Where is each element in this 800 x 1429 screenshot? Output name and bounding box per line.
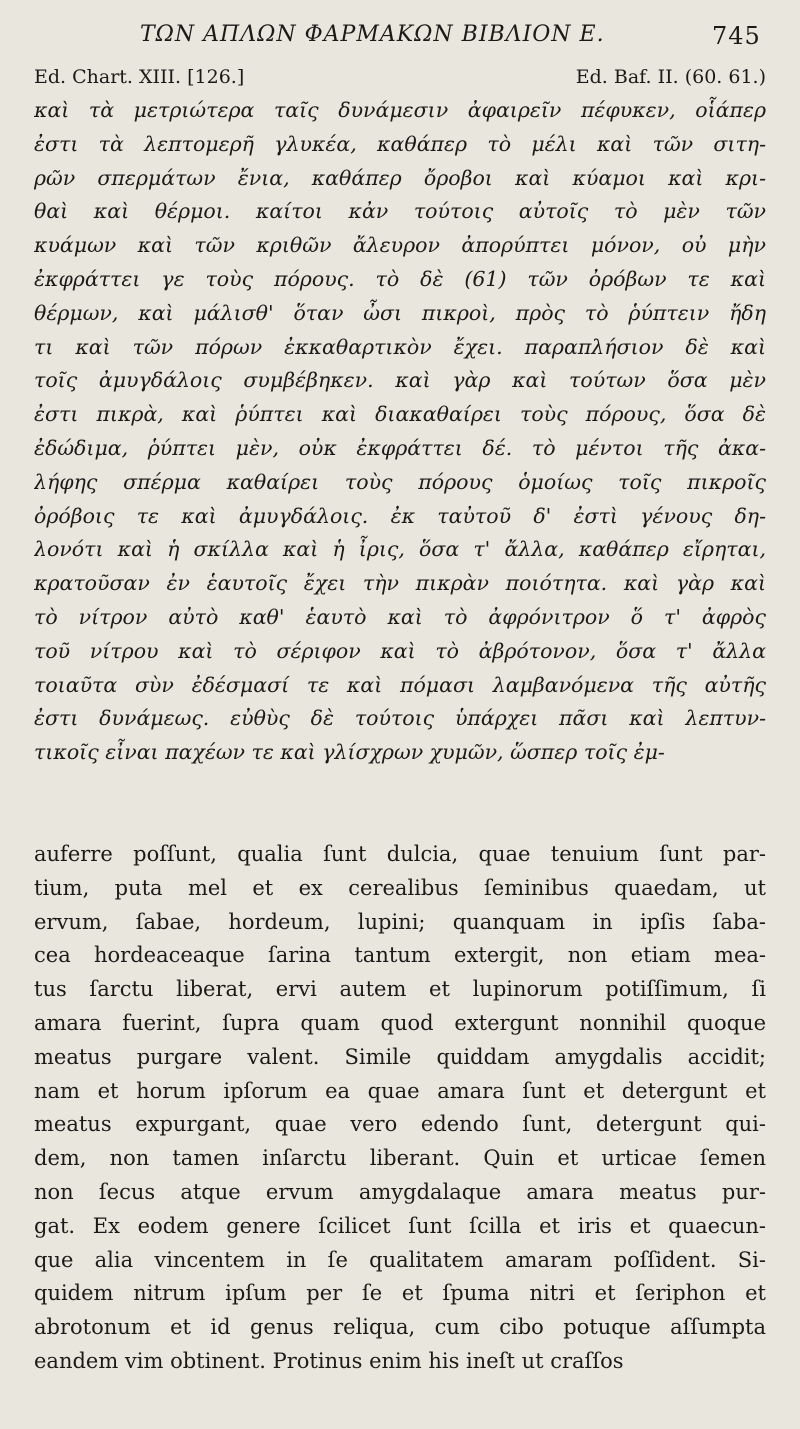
greek-text-line: ὀρόβοις τε καὶ ἀμυγδάλοις. ἐκ ταὐτοῦ δ' ἐστὶ γένους δη- [34, 503, 766, 528]
greek-text-line: ἐδώδιμα, ῥύπτει μὲν, οὐκ ἐκφράττει δέ. τὸ μέντοι τῆς ἀκα- [34, 435, 766, 460]
latin-text-line: dem, non tamen inſarctu liberant. Quin et urticae ſemen [34, 1146, 766, 1171]
edition-left-reference: Ed. Chart. XIII. [126.] [34, 66, 245, 88]
page-number: 745 [712, 22, 761, 50]
greek-text-line: κρατοῦσαν ἐν ἑαυτοῖς ἔχει τὴν πικρὰν ποιότητα. καὶ γὰρ καὶ [34, 571, 766, 596]
latin-text-line: amara fuerint, ſupra quam quod extergunt nonnihil quoque [34, 1010, 766, 1035]
latin-text-line: ervum, ſabae, hordeum, lupini; quanquam in ipſis ſaba- [34, 909, 766, 934]
greek-text-line: θαὶ καὶ θέρμοι. καίτοι κἀν τούτοις αὐτοῖς τὸ μὲν τῶν [34, 199, 766, 224]
latin-text-line: que alia vincentem in ſe qualitatem amaram poſſident. Si- [34, 1247, 766, 1272]
latin-text-line: gat. Ex eodem genere ſcilicet ſunt ſcilla et iris et quaecun- [34, 1213, 766, 1238]
greek-text-line: τοῦ νίτρου καὶ τὸ σέριφον καὶ τὸ ἀβρότονον, ὅσα τ' ἄλλα [34, 638, 766, 663]
edition-right-reference: Ed. Baf. II. (60. 61.) [575, 66, 766, 88]
latin-text-line: auferre poſſunt, qualia ſunt dulcia, quae tenuium ſunt par- [34, 842, 766, 866]
greek-text-line: τὸ νίτρον αὐτὸ καθ' ἑαυτὸ καὶ τὸ ἀφρόνιτρον ὅ τ' ἀφρὸς [34, 604, 766, 629]
latin-text-line: eandem vim obtinent. Protinus enim his ineſt ut craſſos [34, 1348, 624, 1373]
latin-text-line: cea hordeaceaque ſarina tantum extergit, non etiam mea- [34, 943, 766, 968]
latin-text-line: quidem nitrum ipſum per ſe et ſpuma nitri et ſeriphon et [34, 1281, 766, 1306]
greek-text-line: τοιαῦτα σὺν ἐδέσμασί τε καὶ πόμασι λαμβανόμενα τῆς αὐτῆς [34, 672, 766, 697]
running-title: ΤΩΝ ΑΠΛΩΝ ΦΑΡΜΑΚΩΝ ΒΙΒΛΙΟΝ Ε. [140, 22, 605, 47]
latin-text-block [34, 838, 766, 1379]
greek-text-line: καὶ τὰ μετριώτερα ταῖς δυνάμεσιν ἀφαιρεῖν πέφυκεν, οἷάπερ [34, 98, 766, 122]
latin-text-line: nam et horum ipſorum ea quae amara ſunt et detergunt et [34, 1078, 766, 1103]
greek-text-line: ρῶν σπερμάτων ἔνια, καθάπερ ὄροβοι καὶ κύαμοι καὶ κρι- [34, 165, 766, 190]
greek-text-line: θέρμων, καὶ μάλισθ' ὅταν ὦσι πικροὶ, πρὸς τὸ ῥύπτειν ἤδη [34, 300, 766, 325]
page-header [0, 18, 800, 58]
latin-text-line: non ſecus atque ervum amygdalaque amara meatus pur- [34, 1179, 766, 1204]
greek-text-line: λήφης σπέρμα καθαίρει τοὺς πόρους ὁμοίως τοῖς πικροῖς [34, 469, 766, 494]
greek-text-line: κυάμων καὶ τῶν κριθῶν ἄλευρον ἀπορύπτει μόνον, οὐ μὴν [34, 233, 766, 258]
greek-text-line: τι καὶ τῶν πόρων ἐκκαθαρτικὸν ἔχει. παραπλήσιον δὲ καὶ [34, 334, 766, 359]
greek-text-line: ἐστι δυνάμεως. εὐθὺς δὲ τούτοις ὑπάρχει πᾶσι καὶ λεπτυν- [34, 706, 766, 731]
greek-text-line: ἐστι πικρὰ, καὶ ῥύπτει καὶ διακαθαίρει τοὺς πόρους, ὅσα δὲ [34, 402, 766, 427]
greek-text-line: ἐστι τὰ λεπτομερῆ γλυκέα, καθάπερ τὸ μέλι καὶ τῶν σιτη- [34, 131, 766, 156]
latin-text-line: meatus purgare valent. Simile quiddam amygdalis accidit; [34, 1044, 766, 1069]
greek-text-line: τικοῖς εἶναι παχέων τε καὶ γλίσχρων χυμῶν, ὥσπερ τοῖς ἐμ- [34, 740, 665, 765]
greek-text-line: λονότι καὶ ἡ σκίλλα καὶ ἡ ἶρις, ὅσα τ' ἄλλα, καθάπερ εἴρηται, [34, 537, 766, 562]
latin-text-line: meatus expurgant, quae vero edendo ſunt, detergunt qui- [34, 1112, 766, 1137]
greek-text-line: τοῖς ἀμυγδάλοις συμβέβηκεν. καὶ γὰρ καὶ τούτων ὅσα μὲν [34, 368, 766, 393]
latin-text-line: tus ſarctu liberat, ervi autem et lupinorum potiſſimum, ſi [34, 977, 766, 1002]
latin-text-line: abrotonum et id genus reliqua, cum cibo potuque aſſumpta [34, 1315, 766, 1340]
greek-text-block [34, 94, 766, 770]
latin-text-line: tium, puta mel et ex cerealibus ſeminibus quaedam, ut [34, 875, 766, 900]
greek-text-line: ἐκφράττει γε τοὺς πόρους. τὸ δὲ (61) τῶν ὀρόβων τε καὶ [34, 266, 766, 291]
edition-references [34, 66, 766, 90]
